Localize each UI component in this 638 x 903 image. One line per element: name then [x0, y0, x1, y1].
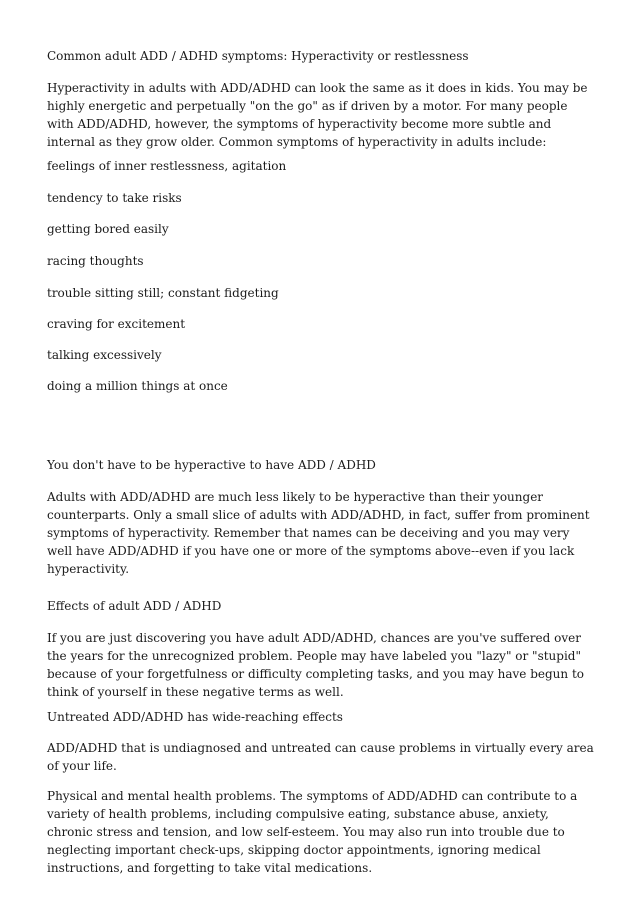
section-heading-effects: Effects of adult ADD / ADHD	[47, 599, 222, 613]
list-item: feelings of inner restlessness, agitation	[47, 159, 287, 173]
paragraph-health-problems: Physical and mental health problems. The symptoms of ADD/ADHD can contribute to a variety of health problems, including compulsive eating, substance abuse, anxiety, chronic stress and tension, and low self-esteem. You may also run into trouble due to neglecting important check-ups, skipping doctor appointments, ignoring medical instructions, and forgetting to take vital medications.	[47, 789, 578, 875]
paragraph-untreated: ADD/ADHD that is undiagnosed and untreated can cause problems in virtually every area of your life.	[47, 741, 594, 773]
paragraph-effects: If you are just discovering you have adult ADD/ADHD, chances are you've suffered over the years for the unrecognized problem. People may have labeled you "lazy" or "stupid" because of your forgetfulness or difficulty completing tasks, and you may have begun to think of yourself in these negative terms as well.	[47, 631, 584, 699]
subheading-untreated: Untreated ADD/ADHD has wide-reaching effects	[47, 710, 343, 724]
list-item: tendency to take risks	[47, 191, 182, 205]
list-item: doing a million things at once	[47, 379, 228, 393]
list-item: racing thoughts	[47, 254, 144, 268]
list-item: talking excessively	[47, 348, 162, 362]
list-item: craving for excitement	[47, 317, 186, 331]
section-heading-hyperactivity: Common adult ADD / ADHD symptoms: Hyperactivity or restlessness	[47, 49, 469, 63]
paragraph-hyperactivity-intro: Hyperactivity in adults with ADD/ADHD can look the same as it does in kids. You may be highly energetic and perpetually "on the go" as if driven by a motor. For many people with ADD/ADHD, however, the symptoms of hyperactivity become more subtle and internal as they grow older. Common symptoms of hyperactivity in adults include:	[47, 81, 588, 149]
paragraph-not-hyperactive: Adults with ADD/ADHD are much less likely to be hyperactive than their younger counterparts. Only a small slice of adults with ADD/ADHD, in fact, suffer from prominent symptoms of hyperactivity. Remember that names can be deceiving and you may very well have ADD/ADHD if you have one or more of the symptoms above--even if you lack hyperactivity.	[47, 490, 590, 576]
section-heading-not-hyperactive: You don't have to be hyperactive to have ADD / ADHD	[47, 458, 376, 472]
list-item: getting bored easily	[47, 222, 169, 236]
list-item: trouble sitting still; constant fidgeting	[47, 286, 279, 300]
